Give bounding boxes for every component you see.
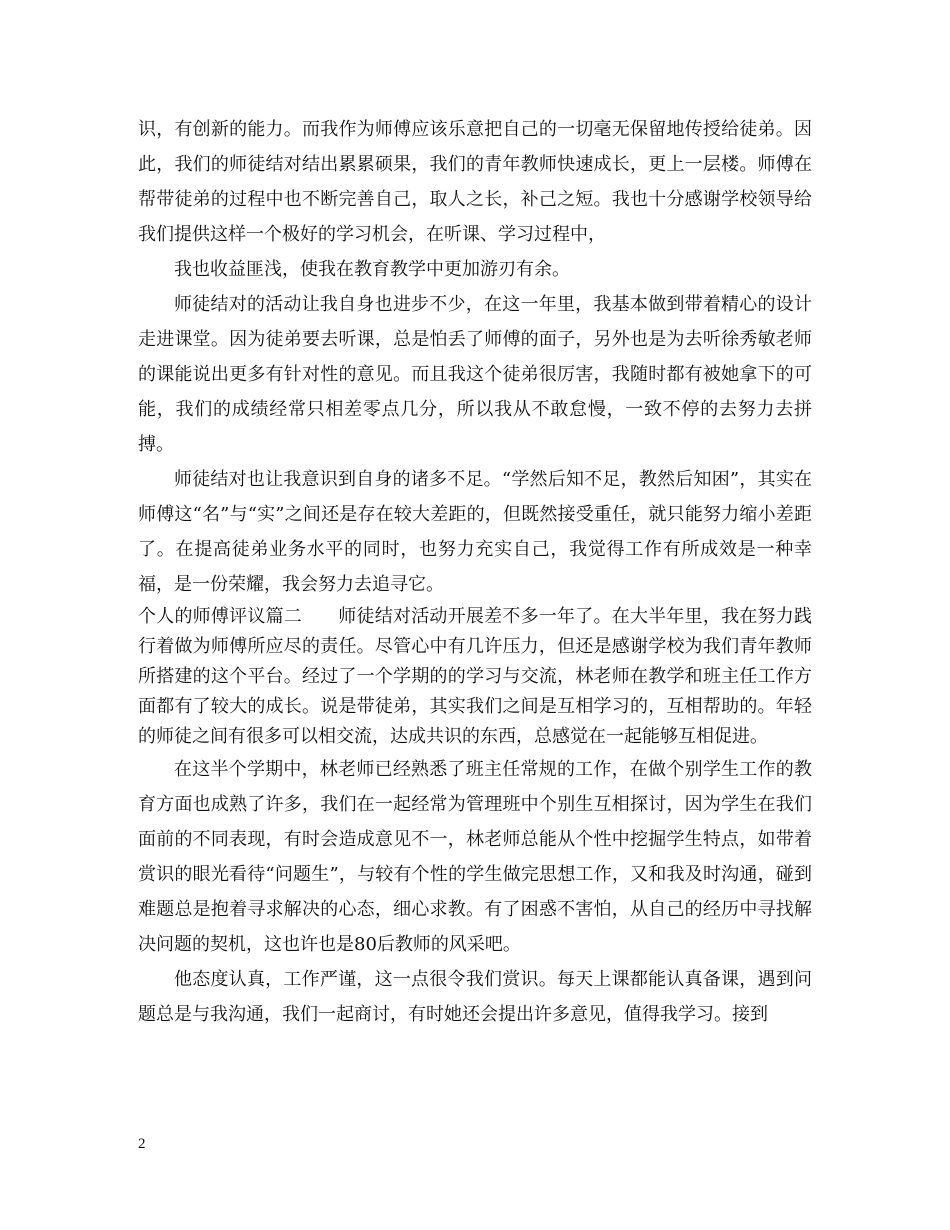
paragraph: 师徒结对也让我意识到自身的诸多不足。“学然后知不足，教然后知困”，其实在师傅这“名”与“实”之间还是存在较大差距的，但既然接受重任，就只能努力缩小差距了。在提高徒弟业务水平的同时，也努力充实自己，我觉得工作有所成效是一种幸福，是一份荣耀，我会努力去追寻它。 [138, 469, 812, 595]
section-first-text: 师徒结对活动开展差不多一年了。在大半年里，我在努力践行着做为师傅所应尽的责任。尽管心中有几许压力，但还是感谢学校为我们青年教师所搭建的这个平台。经过了一个学期的的学习与交流，林老师在教学和班主任工作方面都有了较大的成长。说是带徒弟，其实我们之间是互相学习的，互相帮助的。年轻的师徒之间有很多可以相交流，达成共识的东西，总感觉在一起能够互相促进。 [138, 606, 813, 747]
document-body [138, 112, 812, 1032]
paragraph: 我也收益匪浅，使我在教育教学中更加游刃有余。 [174, 259, 570, 280]
paragraph: 他态度认真，工作严谨，这一点很令我们赏识。每天上课都能认真备课，遇到问题总是与我沟通，我们一起商讨，有时她还会提出许多意见，值得我学习。接到 [138, 969, 812, 1025]
page-number: 2 [138, 1136, 146, 1152]
paragraph-continuation: 识，有创新的能力。而我作为师傅应该乐意把自己的一切毫无保留地传授给徒弟。因此，我们的师徒结对结出累累硕果，我们的青年教师快速成长，更上一层楼。师傅在帮带徒弟的过程中也不断完善自己，取人之长，补己之短。我也十分感谢学校领导给我们提供这样一个极好的学习机会，在听课、学习过程中， [138, 119, 812, 245]
section-paragraph [138, 602, 812, 752]
paragraph: 师徒结对的活动让我自身也进步不少，在这一年里，我基本做到带着精心的设计走进课堂。因为徒弟要去听课，总是怕丢了师傅的面子，另外也是为去听徐秀敏老师的课能说出更多有针对性的意见。而且我这个徒弟很厉害，我随时都有被她拿下的可能，我们的成绩经常只相差零点几分，所以我从不敢怠慢，一致不停的去努力去拼搏。 [138, 294, 812, 455]
section-title: 个人的师傅评议篇二 [138, 606, 303, 627]
paragraph: 在这半个学期中，林老师已经熟悉了班主任常规的工作，在做个别学生工作的教育方面也成熟了许多，我们在一起经常为管理班中个别生互相探讨，因为学生在我们面前的不同表现，有时会造成意见不一，林老师总能从个性中挖掘学生特点，如带着赏识的眼光看待“问题生”，与较有个性的学生做完思想工作，又和我及时沟通，碰到难题总是抱着寻求解决的心态，细心求教。有了困惑不害怕，从自己的经历中寻找解决问题的契机，这也许也是80后教师的风采吧。 [138, 759, 812, 955]
